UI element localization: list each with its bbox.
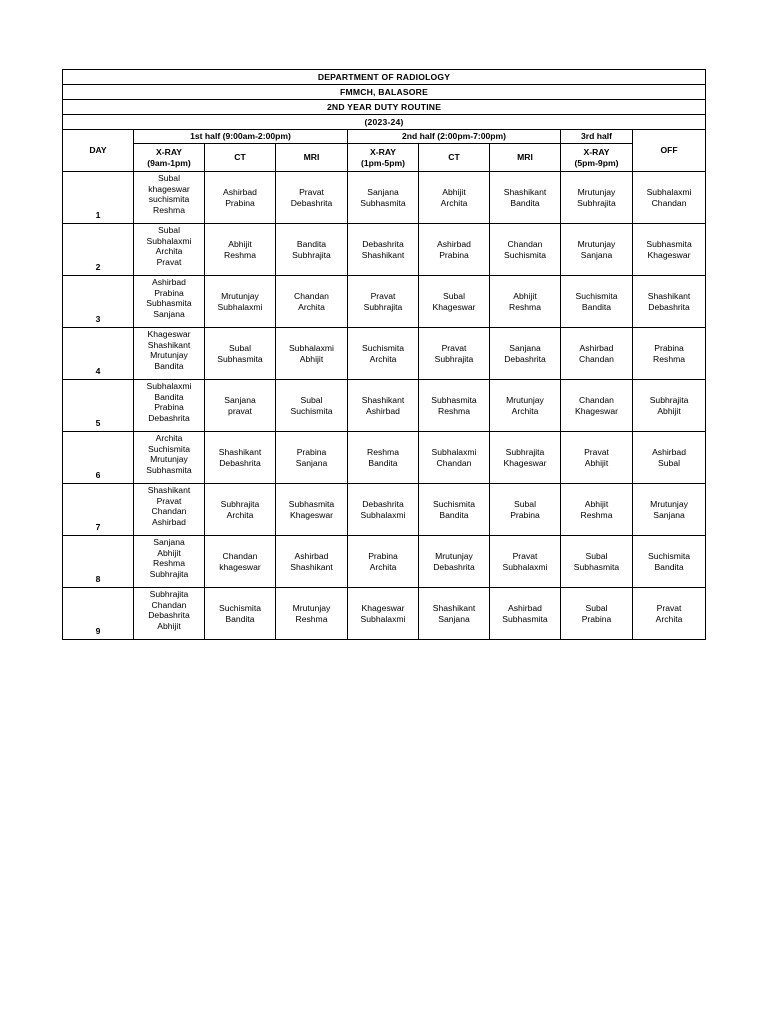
staff-name: Prabina <box>654 342 684 353</box>
staff-name: Ashirbad <box>652 446 686 457</box>
day-number: 1 <box>63 172 134 224</box>
staff-name: Debashrita <box>433 561 475 572</box>
staff-name: Subhrajita <box>149 589 189 599</box>
day-number: 9 <box>63 588 134 640</box>
staff-name: Suchismita <box>290 405 333 416</box>
day-number: 5 <box>63 380 134 432</box>
staff-name: Abhijit <box>584 498 609 509</box>
xray2-cell <box>348 224 419 276</box>
staff-name: Reshma <box>153 558 185 569</box>
xray1-cell <box>134 328 205 380</box>
staff-name: Subal <box>158 173 180 183</box>
staff-name: Shashikant <box>503 186 547 197</box>
staff-name: Pravat <box>441 342 467 353</box>
off-cell <box>633 276 706 328</box>
staff-name: Subhrajita <box>292 249 331 260</box>
ct2-cell <box>419 484 490 536</box>
staff-name: Bandita <box>510 197 540 208</box>
day-number: 8 <box>63 536 134 588</box>
staff-name: Mrutunjay <box>292 602 331 613</box>
xray1-cell <box>134 588 205 640</box>
staff-name: Debashrita <box>290 197 333 208</box>
staff-name: Subal <box>514 498 536 509</box>
ct2-cell <box>419 588 490 640</box>
staff-name: Suchismita <box>648 550 691 561</box>
staff-name: Khageswar <box>575 405 618 416</box>
ct2-cell <box>419 432 490 484</box>
ct2-cell <box>419 328 490 380</box>
xray1-cell <box>134 536 205 588</box>
mri1-cell <box>276 172 348 224</box>
xray1-cell <box>134 432 205 484</box>
ct2-header: CT <box>419 144 490 172</box>
xray2-cell <box>348 328 419 380</box>
staff-name: Archita <box>155 433 183 443</box>
day-number: 3 <box>63 276 134 328</box>
staff-name: Pravat <box>584 446 609 457</box>
table-row <box>63 588 706 640</box>
staff-name: Reshma <box>438 405 470 416</box>
staff-name: Subhasmita <box>217 353 263 364</box>
staff-name: Subhrajita <box>363 301 403 312</box>
mri1-cell <box>276 328 348 380</box>
mri2-cell <box>490 276 561 328</box>
ct1-cell <box>205 588 276 640</box>
mri2-header: MRI <box>490 144 561 172</box>
off-cell <box>633 380 706 432</box>
staff-name: Prabina <box>368 550 398 561</box>
staff-name: Abhijit <box>513 290 537 301</box>
table-row <box>63 432 706 484</box>
staff-name: Chandan <box>436 457 472 468</box>
mri2-cell <box>490 536 561 588</box>
xray2-header-line1: X-RAY <box>370 146 396 157</box>
staff-name: Abhijit <box>228 238 252 249</box>
staff-name: Suchismita <box>147 443 191 454</box>
ct1-cell <box>205 536 276 588</box>
xray1-header <box>134 144 205 172</box>
xray3-header-line2: (5pm-9pm) <box>574 157 619 168</box>
institution-title: FMMCH, BALASORE <box>63 85 706 100</box>
staff-name: Mrutunjay <box>150 350 188 361</box>
staff-name: Bandita <box>368 457 398 468</box>
second-half-header: 2nd half (2:00pm-7:00pm) <box>348 130 561 144</box>
xray3-header-line1: X-RAY <box>583 146 610 157</box>
staff-name: Suchismita <box>503 249 547 260</box>
xray3-cell <box>561 588 633 640</box>
duty-roster-table <box>62 69 706 640</box>
staff-name: Bandita <box>581 301 612 312</box>
staff-name: Subhrajita <box>505 446 545 457</box>
staff-name: Debashrita <box>148 413 190 424</box>
off-header: OFF <box>633 130 706 172</box>
ct1-cell <box>205 432 276 484</box>
staff-name: Prabina <box>510 509 540 520</box>
xray3-cell <box>561 328 633 380</box>
ct1-cell <box>205 172 276 224</box>
staff-name: Archita <box>155 246 183 257</box>
staff-name: Bandita <box>154 361 184 372</box>
staff-name: Subhrajita <box>577 197 616 208</box>
xray3-cell <box>561 380 633 432</box>
staff-name: Debashrita <box>362 238 404 249</box>
staff-name: Prabina <box>581 613 612 624</box>
ct1-cell <box>205 276 276 328</box>
staff-name: khageswar <box>148 183 190 194</box>
mri2-cell <box>490 432 561 484</box>
staff-name: Reshma <box>653 353 686 364</box>
staff-name: Sanjana <box>653 509 685 520</box>
staff-name: Debashrita <box>219 457 261 468</box>
staff-name: Debashrita <box>648 301 690 312</box>
staff-name: Chandan <box>294 290 329 301</box>
mri1-cell <box>276 432 348 484</box>
day-header: DAY <box>63 130 134 172</box>
third-half-header: 3rd half <box>561 130 633 144</box>
mri1-cell <box>276 276 348 328</box>
ct1-cell <box>205 484 276 536</box>
staff-name: Subhalaxmi <box>431 446 477 457</box>
xray1-cell <box>134 380 205 432</box>
off-cell <box>633 224 706 276</box>
mri2-cell <box>490 484 561 536</box>
staff-name: Subal <box>658 457 681 468</box>
staff-name: Subhalaxmi <box>646 186 692 197</box>
xray3-cell <box>561 432 633 484</box>
off-cell <box>633 484 706 536</box>
staff-name: Subhasmita <box>502 613 548 624</box>
staff-name: Khageswar <box>290 509 333 520</box>
staff-name: Subhrajita <box>649 394 689 405</box>
staff-name: Ashirbad <box>223 186 257 197</box>
staff-name: Sanjana <box>509 342 541 353</box>
staff-name: Sanjana <box>295 457 328 468</box>
ct2-cell <box>419 276 490 328</box>
staff-name: Archita <box>369 353 397 364</box>
staff-name: Archita <box>440 197 468 208</box>
xray2-cell <box>348 172 419 224</box>
staff-name: Archita <box>226 509 254 520</box>
day-number: 6 <box>63 432 134 484</box>
staff-name: Pravat <box>156 495 182 506</box>
staff-name: Archita <box>369 561 397 572</box>
staff-name: Khageswar <box>503 457 547 468</box>
staff-name: Ashirbad <box>152 517 186 528</box>
staff-name: Archita <box>511 405 539 416</box>
staff-name: Debashrita <box>504 353 546 364</box>
mri1-cell <box>276 484 348 536</box>
staff-name: Reshma <box>509 301 541 312</box>
roster-body <box>63 172 706 640</box>
staff-name: Khageswar <box>432 301 476 312</box>
mri2-cell <box>490 172 561 224</box>
staff-name: Khageswar <box>147 329 191 339</box>
xray3-cell <box>561 536 633 588</box>
staff-name: Subhalaxmi <box>360 613 406 624</box>
mri2-cell <box>490 224 561 276</box>
staff-name: Subal <box>158 225 180 235</box>
staff-name: Ashirbad <box>152 277 186 287</box>
staff-name: suchismita <box>148 194 190 205</box>
off-cell <box>633 536 706 588</box>
xray1-cell <box>134 484 205 536</box>
staff-name: Mrutunjay <box>577 238 616 249</box>
xray1-header-line1: X-RAY <box>156 146 182 157</box>
ct1-header: CT <box>205 144 276 172</box>
staff-name: Subal <box>229 342 251 353</box>
mri2-cell <box>490 380 561 432</box>
routine-title: 2ND YEAR DUTY ROUTINE <box>63 100 706 115</box>
mri1-header: MRI <box>276 144 348 172</box>
staff-name: Mrutunjay <box>650 498 688 509</box>
xray3-cell <box>561 224 633 276</box>
table-row <box>63 380 706 432</box>
staff-name: Ashirbad <box>579 342 614 353</box>
off-cell <box>633 432 706 484</box>
first-half-header: 1st half (9:00am-2:00pm) <box>134 130 348 144</box>
staff-name: Chandan <box>579 394 614 405</box>
day-number: 4 <box>63 328 134 380</box>
staff-name: Pravat <box>370 290 396 301</box>
ct1-cell <box>205 224 276 276</box>
ct2-cell <box>419 380 490 432</box>
staff-name: Ashirbad <box>366 405 400 416</box>
staff-name: Subhalaxmi <box>146 235 192 246</box>
ct2-cell <box>419 536 490 588</box>
table-row <box>63 536 706 588</box>
staff-name: Subhalaxmi <box>146 381 192 391</box>
staff-name: Mrutunjay <box>221 290 259 301</box>
staff-name: Reshma <box>367 446 399 457</box>
staff-name: Pravat <box>156 257 182 268</box>
staff-name: Mrutunjay <box>435 550 473 561</box>
staff-name: Suchismita <box>575 290 618 301</box>
staff-name: Suchismita <box>361 342 405 353</box>
staff-name: Abhijit <box>442 186 466 197</box>
staff-name: Archita <box>655 613 683 624</box>
staff-name: Bandita <box>654 561 684 572</box>
day-number: 7 <box>63 484 134 536</box>
xray2-header-line2: (1pm-5pm) <box>361 157 405 168</box>
staff-name: Subhrajita <box>149 569 189 580</box>
staff-name: Chandan <box>651 197 687 208</box>
staff-name: Suchismita <box>432 498 476 509</box>
staff-name: Subal <box>443 290 465 301</box>
xray2-header <box>348 144 419 172</box>
mri2-cell <box>490 588 561 640</box>
staff-name: Subhasmita <box>288 498 335 509</box>
staff-name: Sanjana <box>153 537 185 547</box>
staff-name: Khageswar <box>361 602 405 613</box>
xray2-cell <box>348 432 419 484</box>
staff-name: Chandan <box>151 599 187 610</box>
staff-name: Chandan <box>579 353 614 364</box>
staff-name: Debashrita <box>362 498 404 509</box>
staff-name: Prabina <box>225 197 255 208</box>
xray2-cell <box>348 536 419 588</box>
ct2-cell <box>419 172 490 224</box>
off-cell <box>633 588 706 640</box>
ct1-cell <box>205 380 276 432</box>
staff-name: Shashikant <box>647 290 691 301</box>
staff-name: Ashirbad <box>437 238 471 249</box>
staff-name: Pravat <box>656 602 682 613</box>
ct2-cell <box>419 224 490 276</box>
staff-name: Ashirbad <box>508 602 542 613</box>
staff-name: Subhasmita <box>146 298 192 309</box>
mri1-cell <box>276 536 348 588</box>
staff-name: Abhijit <box>299 353 324 364</box>
mri1-cell <box>276 224 348 276</box>
session-title: (2023-24) <box>63 115 706 130</box>
staff-name: Subhasmita <box>646 238 692 249</box>
staff-name: Subal <box>300 394 323 405</box>
staff-name: Mrutunjay <box>150 454 188 465</box>
staff-name: Sanjana <box>153 309 185 320</box>
staff-name: Shashikant <box>361 249 405 260</box>
department-title: DEPARTMENT OF RADIOLOGY <box>63 70 706 85</box>
staff-name: Prabina <box>296 446 327 457</box>
table-row <box>63 484 706 536</box>
staff-name: Prabina <box>439 249 469 260</box>
staff-name: Sanjana <box>224 394 256 405</box>
staff-name: Bandita <box>439 509 469 520</box>
staff-name: Sanjana <box>438 613 470 624</box>
staff-name: Debashrita <box>148 610 190 621</box>
staff-name: Subhalaxmi <box>502 561 548 572</box>
off-cell <box>633 172 706 224</box>
staff-name: Subhasmita <box>431 394 477 405</box>
staff-name: Subal <box>585 602 608 613</box>
xray1-header-line2: (9am-1pm) <box>147 157 191 168</box>
xray3-cell <box>561 484 633 536</box>
staff-name: Subhrajita <box>220 498 260 509</box>
staff-name: Sanjana <box>367 186 399 197</box>
table-row <box>63 328 706 380</box>
xray3-cell <box>561 276 633 328</box>
xray2-cell <box>348 276 419 328</box>
ct1-cell <box>205 328 276 380</box>
staff-name: Pravat <box>299 186 324 197</box>
staff-name: Subhalaxmi <box>289 342 334 353</box>
staff-name: Subhrajita <box>434 353 474 364</box>
xray1-cell <box>134 224 205 276</box>
staff-name: Archita <box>298 301 325 312</box>
table-row <box>63 172 706 224</box>
staff-name: Subhalaxmi <box>217 301 263 312</box>
staff-name: Mrutunjay <box>506 394 544 405</box>
staff-name: Mrutunjay <box>577 186 616 197</box>
staff-name: pravat <box>228 405 252 416</box>
staff-name: Reshma <box>295 613 328 624</box>
staff-name: Subhasmita <box>146 465 192 476</box>
mri2-cell <box>490 328 561 380</box>
staff-name: Bandita <box>225 613 255 624</box>
staff-name: Reshma <box>153 205 185 216</box>
staff-name: Shashikant <box>218 446 262 457</box>
off-cell <box>633 328 706 380</box>
staff-name: Abhijit <box>657 405 681 416</box>
staff-name: Prabina <box>154 402 184 413</box>
staff-name: khageswar <box>219 561 261 572</box>
staff-name: Shashikant <box>432 602 476 613</box>
xray2-cell <box>348 484 419 536</box>
staff-name: Subhasmita <box>360 197 406 208</box>
staff-name: Bandita <box>154 391 184 402</box>
day-number: 2 <box>63 224 134 276</box>
table-row <box>63 276 706 328</box>
xray1-cell <box>134 276 205 328</box>
staff-name: Shashikant <box>147 339 191 350</box>
staff-name: Suchismita <box>218 602 262 613</box>
staff-name: Reshma <box>224 249 256 260</box>
staff-name: Subhalaxmi <box>360 509 406 520</box>
xray3-header <box>561 144 633 172</box>
staff-name: Sanjana <box>580 249 613 260</box>
staff-name: Bandita <box>296 238 327 249</box>
staff-name: Pravat <box>512 550 538 561</box>
staff-name: Abhijit <box>157 621 181 632</box>
xray2-cell <box>348 380 419 432</box>
xray3-cell <box>561 172 633 224</box>
staff-name: Shashikant <box>290 561 333 572</box>
mri1-cell <box>276 588 348 640</box>
staff-name: Chandan <box>507 238 543 249</box>
staff-name: Prabina <box>154 287 184 298</box>
staff-name: Shashikant <box>147 485 191 495</box>
staff-name: Chandan <box>151 506 187 517</box>
mri1-cell <box>276 380 348 432</box>
xray2-cell <box>348 588 419 640</box>
staff-name: Shashikant <box>361 394 405 405</box>
staff-name: Khageswar <box>647 249 691 260</box>
staff-name: Abhijit <box>157 547 181 558</box>
staff-name: Subhasmita <box>573 561 620 572</box>
staff-name: Abhijit <box>584 457 609 468</box>
table-row <box>63 224 706 276</box>
staff-name: Chandan <box>222 550 258 561</box>
staff-name: Subal <box>585 550 608 561</box>
staff-name: Reshma <box>580 509 613 520</box>
staff-name: Ashirbad <box>294 550 329 561</box>
xray1-cell <box>134 172 205 224</box>
